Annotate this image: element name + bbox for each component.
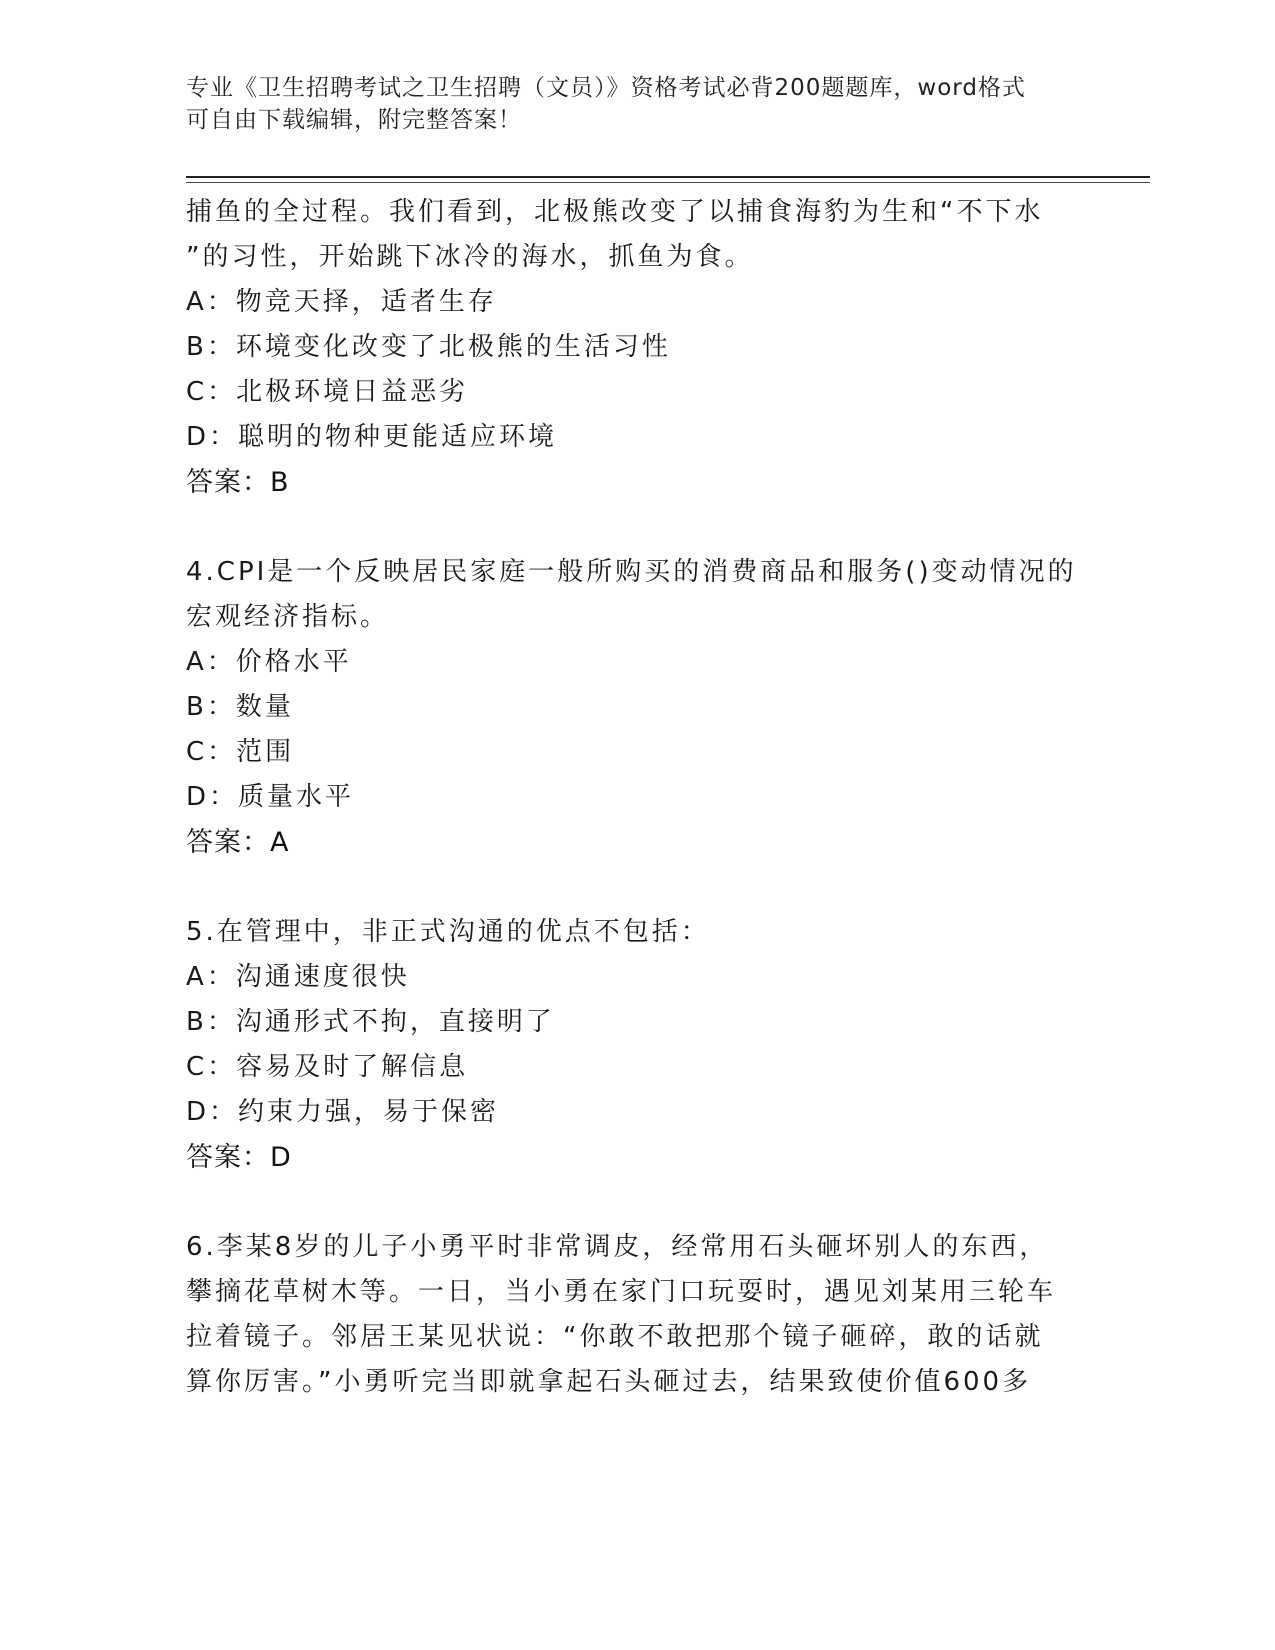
option-d: D：质量水平 bbox=[186, 782, 355, 812]
question-stem-line: 6.李某8岁的儿子小勇平时非常调皮，经常用石头砸坏别人的东西， bbox=[186, 1232, 1049, 1262]
option-d: D：聪明的物种更能适应环境 bbox=[186, 422, 558, 452]
question-list bbox=[186, 190, 1077, 1405]
option-a: A：价格水平 bbox=[186, 647, 352, 677]
spacer bbox=[186, 865, 1066, 910]
question-stem-line: ”的习性，开始跳下冰冷的海水，抓鱼为食。 bbox=[186, 242, 754, 272]
option-c: C：范围 bbox=[186, 737, 295, 767]
header-divider-thin bbox=[186, 182, 1150, 183]
question-6 bbox=[186, 1225, 1066, 1405]
option-b: B：环境变化改变了北极熊的生活习性 bbox=[186, 332, 671, 362]
question-stem-line: 5.在管理中，非正式沟通的优点不包括： bbox=[186, 917, 710, 947]
question-4 bbox=[186, 550, 1077, 865]
option-b: B：数量 bbox=[186, 692, 294, 722]
question-3 bbox=[186, 190, 1066, 505]
option-d: D：约束力强，易于保密 bbox=[186, 1097, 500, 1127]
option-b: B：沟通形式不拘，直接明了 bbox=[186, 1007, 555, 1037]
header-divider-thick bbox=[186, 176, 1150, 178]
answer: 答案：A bbox=[186, 827, 290, 858]
question-stem-line: 4.CPI是一个反映居民家庭一般所购买的消费商品和服务()变动情况的 bbox=[186, 557, 1077, 587]
option-c: C：北极环境日益恶劣 bbox=[186, 377, 469, 407]
spacer bbox=[186, 505, 1066, 550]
spacer bbox=[186, 1180, 1066, 1225]
header-title-line-2: 可自由下载编辑，附完整答案！ bbox=[186, 107, 522, 133]
answer: 答案：D bbox=[186, 1142, 292, 1173]
option-c: C：容易及时了解信息 bbox=[186, 1052, 469, 1082]
question-stem-line: 捕鱼的全过程。我们看到，北极熊改变了以捕食海豹为生和“不下水 bbox=[186, 197, 1044, 227]
question-stem-line: 算你厉害。”小勇听完当即就拿起石头砸过去，结果致使价值600多 bbox=[186, 1367, 1032, 1397]
document-header bbox=[186, 72, 1066, 136]
question-stem-line: 拉着镜子。邻居王某见状说：“你敢不敢把那个镜子砸碎，敢的话就 bbox=[186, 1322, 1044, 1352]
question-stem-line: 宏观经济指标。 bbox=[186, 602, 390, 632]
question-5 bbox=[186, 910, 1066, 1180]
header-title-line-1: 专业《卫生招聘考试之卫生招聘（文员）》资格考试必背200题题库，word格式 bbox=[186, 75, 1026, 101]
option-a: A：沟通速度很快 bbox=[186, 962, 410, 992]
question-stem-line: 攀摘花草树木等。一日，当小勇在家门口玩耍时，遇见刘某用三轮车 bbox=[186, 1277, 1057, 1307]
answer: 答案：B bbox=[186, 467, 290, 498]
option-a: A：物竞天择，适者生存 bbox=[186, 287, 497, 317]
